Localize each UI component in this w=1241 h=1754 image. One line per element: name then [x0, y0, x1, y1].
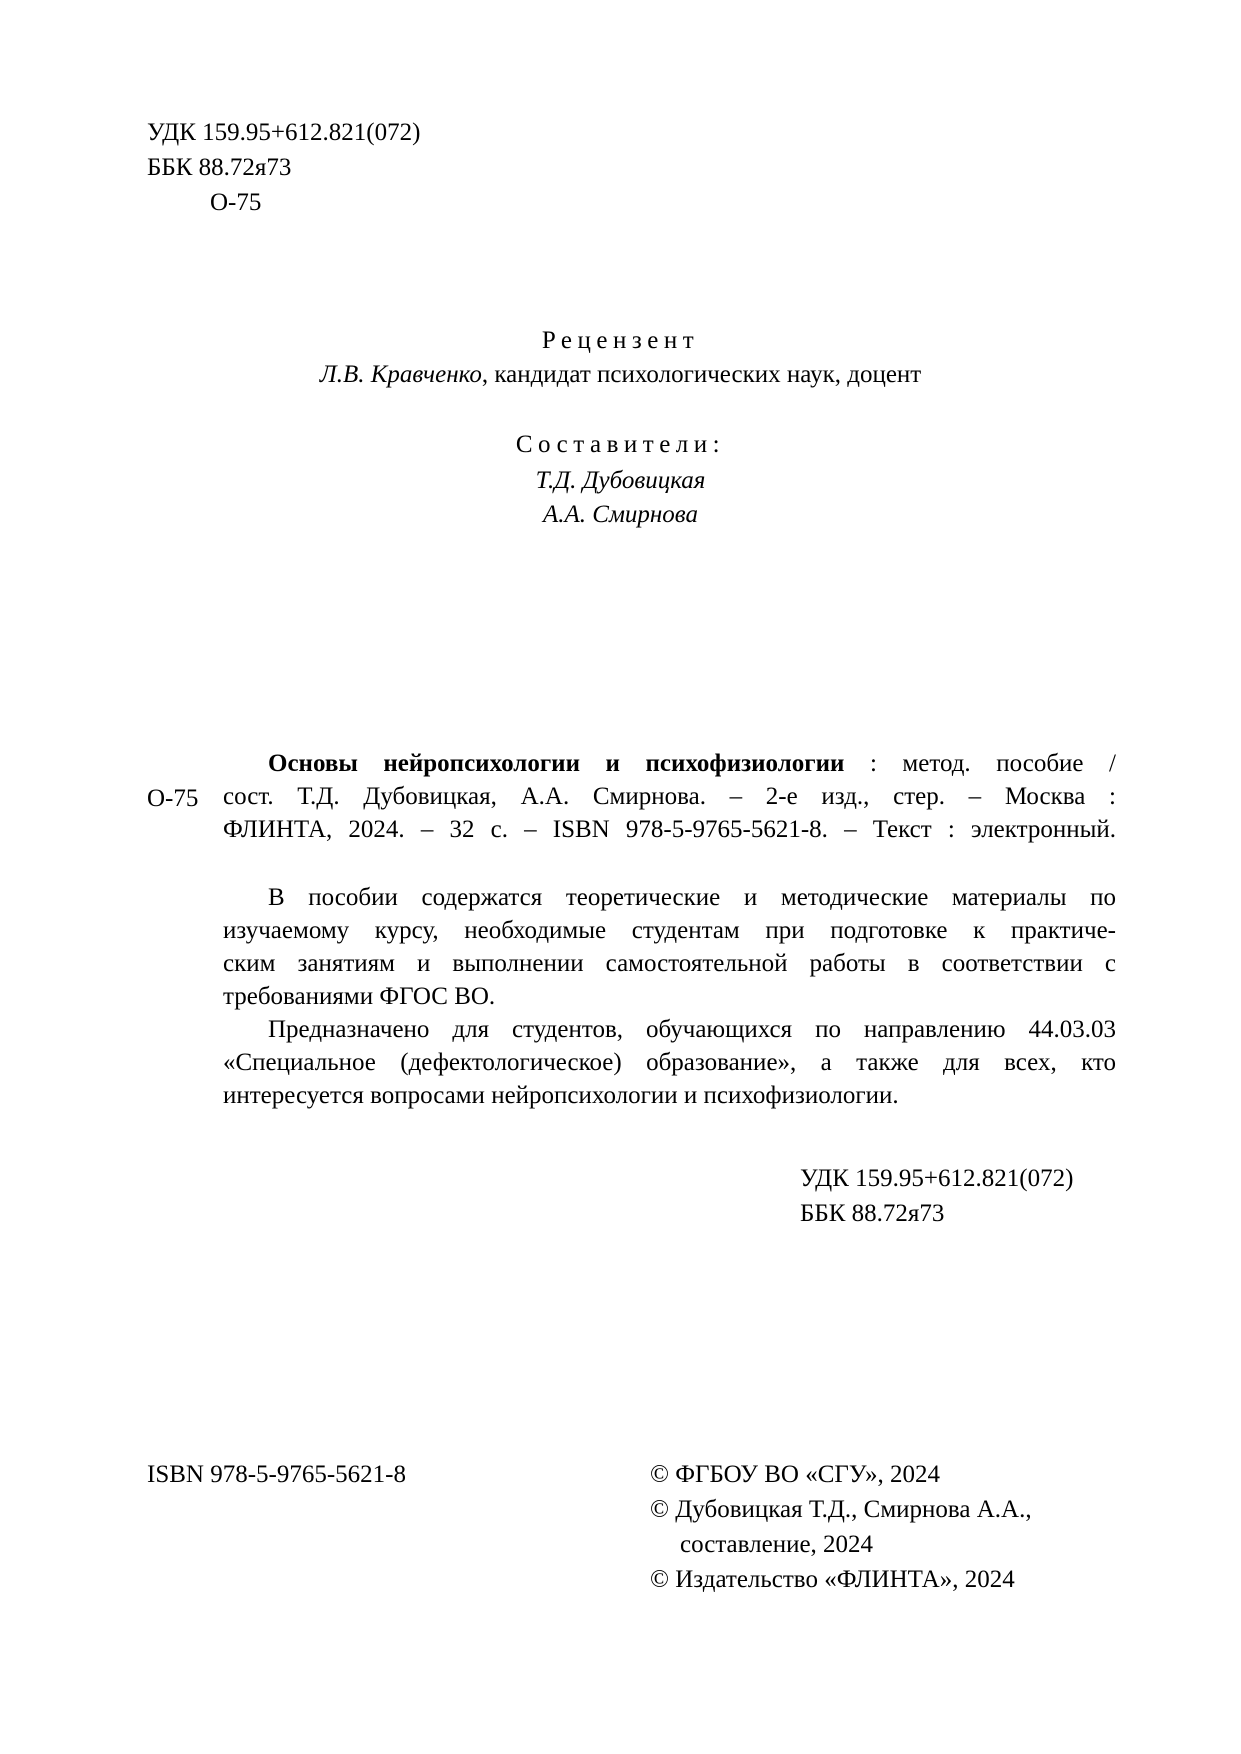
annotation-p1-line-4: требованиями ФГОС ВО. — [223, 983, 496, 1010]
annotation-p2-line-3: интересуется вопросами нейропсихологии и психофизиологии. — [223, 1082, 899, 1109]
bib-author-mark: О-75 — [147, 785, 199, 812]
copyright-line-4: © Издательство «ФЛИНТА», 2024 — [650, 1566, 1015, 1593]
author-mark-top: О-75 — [210, 189, 262, 216]
annotation-p2-line-1: Предназначено для студентов, обучающихся по направлению 44.03.03 — [268, 1016, 1116, 1043]
bib-line-1 — [223, 747, 1116, 780]
udk-top: УДК 159.95+612.821(072) — [147, 119, 421, 146]
bib-line-2: сост. Т.Д. Дубовицкая, А.А. Смирнова. – 2-е изд., стер. – Москва : — [223, 783, 1116, 810]
bbk-bottom: ББК 88.72я73 — [800, 1200, 945, 1227]
copyright-line-3: составление, 2024 — [680, 1531, 874, 1558]
copyright-line-2: © Дубовицкая Т.Д., Смирнова А.А., — [650, 1496, 1032, 1523]
annotation-p2-line-2: «Специальное (дефектологическое) образование», а также для всех, кто — [223, 1049, 1116, 1076]
book-title: Основы нейропсихологии и психофизиологии — [268, 750, 845, 777]
annotation-p1-line-3: ским занятиям и выполнении самостоятельной работы в соответствии с — [223, 950, 1116, 977]
isbn: ISBN 978-5-9765-5621-8 — [147, 1461, 407, 1488]
bbk-top: ББК 88.72я73 — [147, 154, 292, 181]
annotation — [223, 881, 1116, 1112]
compilers-heading: Составители: — [515, 431, 726, 458]
bib-line-3: ФЛИНТА, 2024. – 32 с. – ISBN 978-5-9765-5621-8. – Текст : электронный. — [223, 816, 1116, 843]
annotation-p1-line-1: В пособии содержатся теоретические и методические материалы по — [268, 884, 1116, 911]
reviewer-name: Л.В. Кравченко — [319, 361, 482, 388]
copyright-line-1: © ФГБОУ ВО «СГУ», 2024 — [650, 1461, 940, 1488]
compiler-name-2: А.А. Смирнова — [542, 501, 698, 528]
bibliographic-record — [223, 747, 1116, 846]
reviewer-line — [0, 358, 1241, 391]
bib-line-1-rest: : метод. пособие / — [844, 750, 1116, 777]
udk-bottom: УДК 159.95+612.821(072) — [800, 1165, 1074, 1192]
reviewer-details: , кандидат психологических наук, доцент — [481, 361, 922, 388]
compiler-name-1: Т.Д. Дубовицкая — [535, 467, 706, 494]
reviewer-heading: Рецензент — [541, 327, 700, 354]
annotation-p1-line-2: изучаемому курсу, необходимые студентам при подготовке к практиче- — [223, 917, 1116, 944]
